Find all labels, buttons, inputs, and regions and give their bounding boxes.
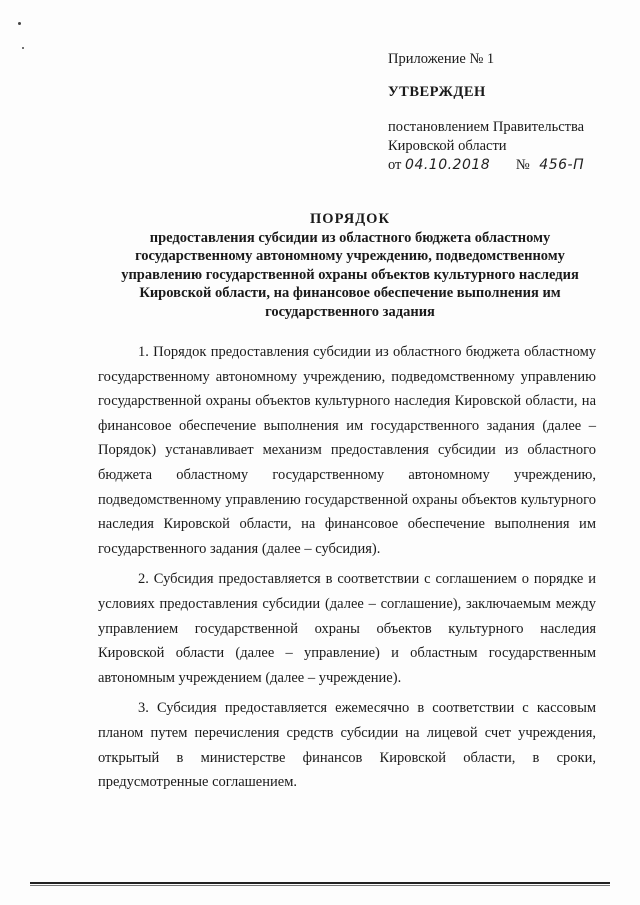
handwritten-number: 456-П <box>539 157 585 173</box>
approved-label: УТВЕРЖДЕН <box>388 84 486 100</box>
document-subtitle: предоставления субсидии из областного бюджета областному государственному автономному учреждению, подведомственному управлению государственной охраны объектов культурного наследия Кировской области, на финансовое обеспечение выполнения им государственного задания <box>121 229 579 320</box>
decree-line-1: постановлением Правительства <box>388 119 585 135</box>
paragraph-2: 2. Субсидия предоставляется в соответствии с соглашением о порядке и условиях предоставления субсидии (далее – соглашение), заключаемым между управлением государственной охраны объектов культурного наследия Кировской области (далее – управление) и областным государственным автономным учреждением (далее – учреждение). <box>98 571 596 686</box>
approval-block <box>388 50 608 175</box>
scan-speck <box>18 22 21 25</box>
appendix-label: Приложение № 1 <box>388 51 495 67</box>
scan-speck <box>22 47 24 49</box>
scan-edge-line <box>30 882 610 884</box>
document-title-block <box>100 210 600 321</box>
paragraph-3: 3. Субсидия предоставляется ежемесячно в соответствии с кассовым планом путем перечисления средств субсидии на лицевой счет учреждения, открытый в министерстве финансов Кировской области, в сроки, предусмотренные соглашением. <box>98 700 596 791</box>
scan-edge-line <box>30 885 610 886</box>
document-title: ПОРЯДОК <box>310 211 390 227</box>
date-number-row <box>388 156 608 175</box>
paragraph-1: 1. Порядок предоставления субсидии из областного бюджета областному государственному автономному учреждению, подведомственному управлению государственной охраны объектов культурного наследия Кировской области, на финансовое обеспечение выполнения им государственного задания (далее – Порядок) устанавливает механизм предоставления субсидии из областного бюджета областному государственному автономному учреждению, подведомственному управлению государственной охраны объектов культурного наследия Кировской области, на финансовое обеспечение выполнения им государственного задания (далее – субсидия). <box>98 344 596 557</box>
handwritten-date: 04.10.2018 <box>405 157 491 173</box>
date-prefix: от <box>388 157 402 173</box>
document-body <box>98 340 596 801</box>
decree-line-2: Кировской области <box>388 138 507 154</box>
number-label: № <box>515 157 530 173</box>
